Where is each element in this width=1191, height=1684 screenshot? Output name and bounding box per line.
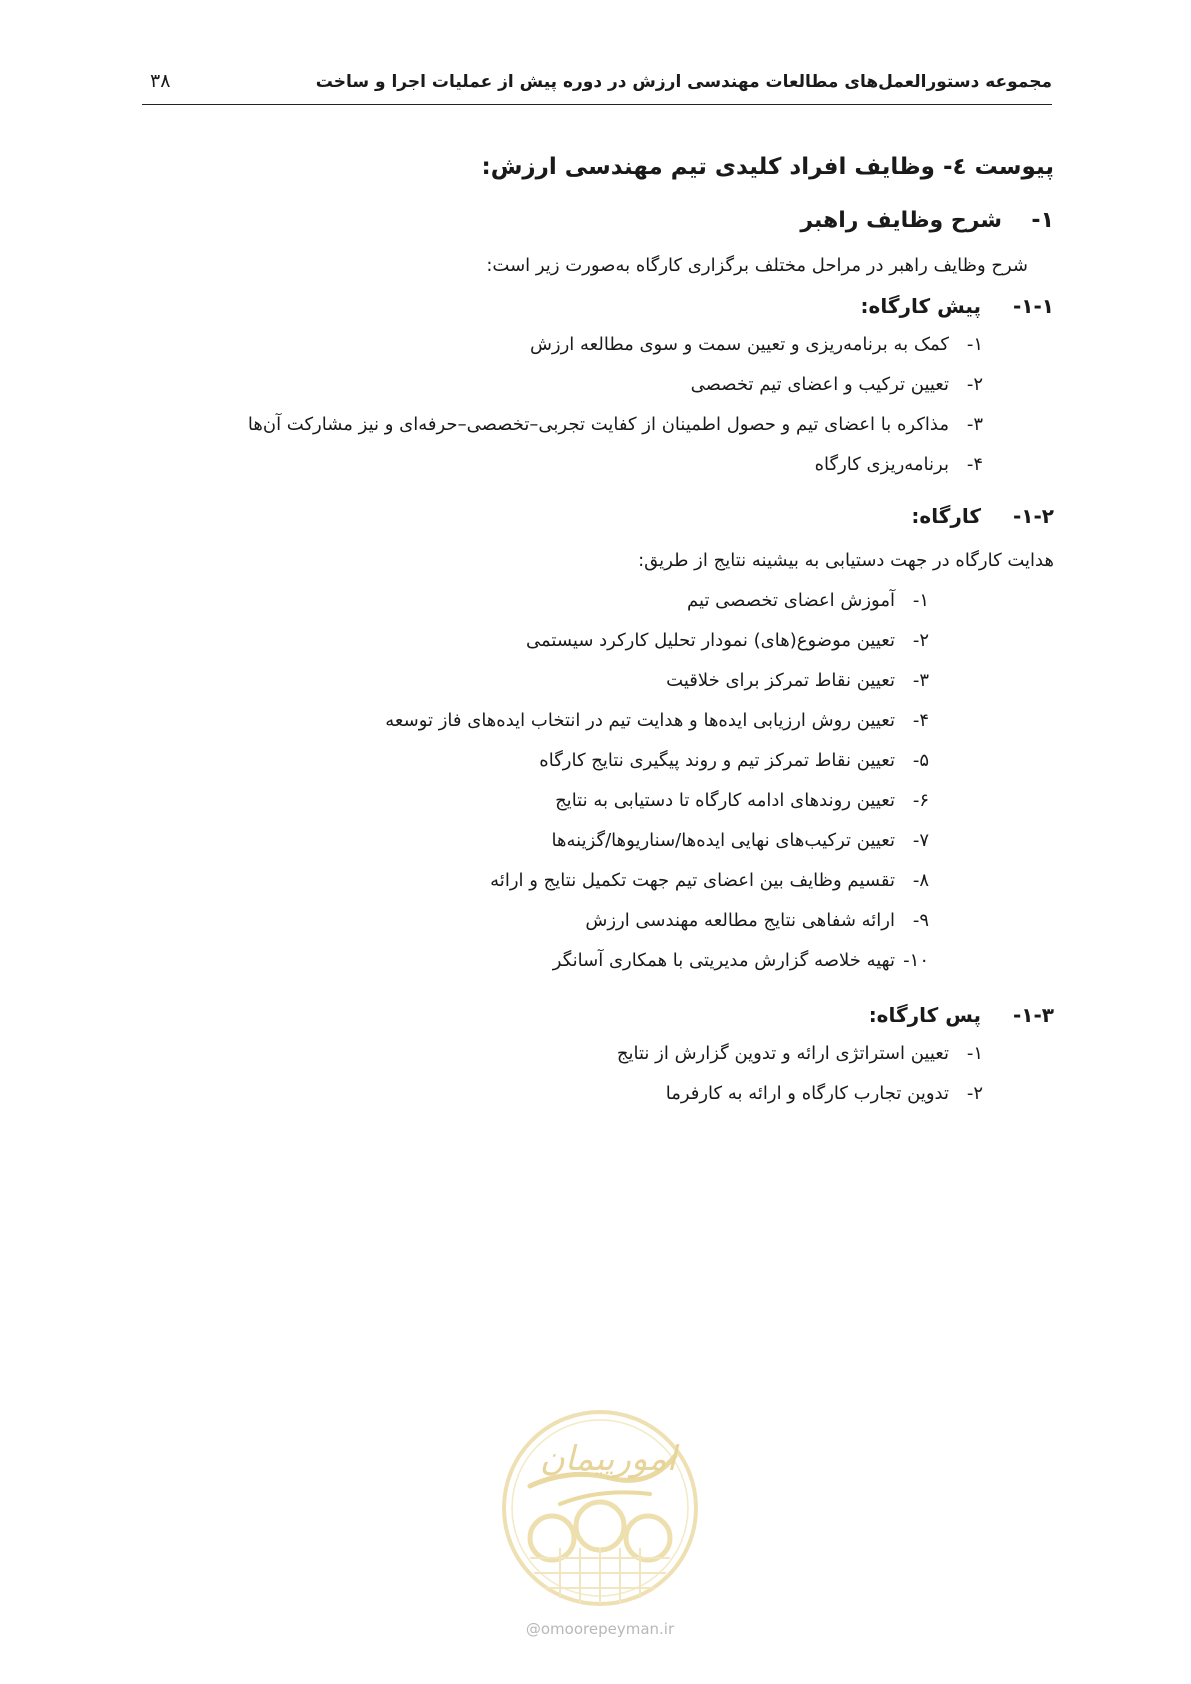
list-item-number: ۱- xyxy=(966,1043,983,1064)
section-number: ۱- xyxy=(1031,208,1054,233)
list-item-text: تعیین استراتژی ارائه و تدوین گزارش از نتایج xyxy=(616,1043,949,1064)
list-item-number: ۶- xyxy=(912,790,929,811)
list-item-text: آموزش اعضای تخصصی تیم xyxy=(687,590,895,611)
list-item xyxy=(691,374,983,395)
list-item-number: ۳- xyxy=(912,670,929,691)
list-item-number: ۱۰- xyxy=(903,950,929,971)
watermark-logo xyxy=(500,1408,700,1608)
list-item xyxy=(687,590,929,611)
subsection-title: پس کارگاه: xyxy=(868,1003,982,1027)
watermark-logo-text: امورپیمان xyxy=(539,1439,677,1479)
subsection-number: ۱-۲- xyxy=(1012,504,1054,528)
list-item-text: تهیه خلاصه گزارش مدیریتی با همکاری آسانگر xyxy=(552,950,895,971)
list-item xyxy=(815,454,983,475)
page-number: ۳۸ xyxy=(150,70,171,92)
subsection-number: ۱-۳- xyxy=(1012,1003,1054,1027)
list-item-number: ۸- xyxy=(912,870,929,891)
section-intro: شرح وظایف راهبر در مراحل مختلف برگزاری کارگاه به‌صورت زیر است: xyxy=(486,255,1028,276)
list-item-number: ۷- xyxy=(912,830,929,851)
subsection-title: پیش کارگاه: xyxy=(860,294,982,318)
list-item-text: تعیین نقاط تمرکز تیم و روند پیگیری نتایج کارگاه xyxy=(539,750,895,771)
subsection-heading xyxy=(911,504,1054,528)
list-item-text: تعیین ترکیب‌های نهایی ایده‌ها/سناریوها/گزینه‌ها xyxy=(551,830,895,851)
list-item-number: ۲- xyxy=(966,1083,983,1104)
subsection-heading xyxy=(861,294,1054,318)
list-item-number: ۵- xyxy=(912,750,929,771)
list-item-text: تعیین روش ارزیابی ایده‌ها و هدایت تیم در انتخاب ایده‌های فاز توسعه xyxy=(385,710,895,731)
list-item-number: ۴- xyxy=(912,710,929,731)
list-item-number: ۹- xyxy=(912,910,929,931)
list-item-number: ۴- xyxy=(966,454,983,475)
workshop-intro: هدایت کارگاه در جهت دستیابی به بیشینه نتایج از طریق: xyxy=(638,550,1054,571)
list-item-text: تقسیم وظایف بین اعضای تیم جهت تکمیل نتایج و ارائه xyxy=(490,870,895,891)
section-title: شرح وظایف راهبر xyxy=(800,208,1003,233)
list-item-text: مذاکره با اعضای تیم و حصول اطمینان از کفایت تجربی–تخصصی–حرفه‌ای و نیز مشارکت آن‌ها xyxy=(247,414,949,435)
section-heading xyxy=(800,208,1054,233)
list-item xyxy=(553,950,929,971)
list-item xyxy=(248,414,983,435)
page-header xyxy=(142,68,1052,105)
list-item xyxy=(385,710,929,731)
list-item xyxy=(585,910,929,931)
header-title: مجموعه دستورالعمل‌های مطالعات مهندسی ارزش در دوره پیش از عملیات اجرا و ساخت xyxy=(315,72,1052,92)
list-item xyxy=(552,830,929,851)
list-item xyxy=(526,630,929,651)
list-item-number: ۱- xyxy=(966,334,983,355)
list-item-text: تعیین روندهای ادامه کارگاه تا دستیابی به نتایج xyxy=(555,790,895,811)
list-item-number: ۲- xyxy=(912,630,929,651)
subsection-number: ۱-۱- xyxy=(1012,294,1054,318)
subsection-heading xyxy=(869,1003,1054,1027)
list-item xyxy=(617,1043,983,1064)
list-item-number: ۲- xyxy=(966,374,983,395)
list-item-text: ارائه شفاهی نتایج مطالعه مهندسی ارزش xyxy=(585,910,895,931)
list-item-text: تدوین تجارب کارگاه و ارائه به کارفرما xyxy=(665,1083,949,1104)
subsection-title: کارگاه: xyxy=(911,504,982,528)
list-item-number: ۱- xyxy=(912,590,929,611)
list-item-text: تعیین ترکیب و اعضای تیم تخصصی xyxy=(690,374,949,395)
list-item xyxy=(555,790,929,811)
list-item xyxy=(539,750,929,771)
list-item-number: ۳- xyxy=(966,414,983,435)
watermark-url: @omoorepeyman.ir xyxy=(525,1620,675,1638)
list-item-text: تعیین موضوع(های) نمودار تحلیل کارکرد سیستمی xyxy=(526,630,895,651)
list-item-text: کمک به برنامه‌ریزی و تعیین سمت و سوی مطالعه ارزش xyxy=(529,334,949,355)
list-item xyxy=(490,870,929,891)
list-item-text: تعیین نقاط تمرکز برای خلاقیت xyxy=(666,670,895,691)
main-heading: پیوست ٤- وظایف افراد کلیدی تیم مهندسی ارزش: xyxy=(481,154,1054,180)
list-item xyxy=(530,334,983,355)
list-item-text: برنامه‌ریزی کارگاه xyxy=(814,454,949,475)
list-item xyxy=(666,670,929,691)
list-item xyxy=(666,1083,983,1104)
